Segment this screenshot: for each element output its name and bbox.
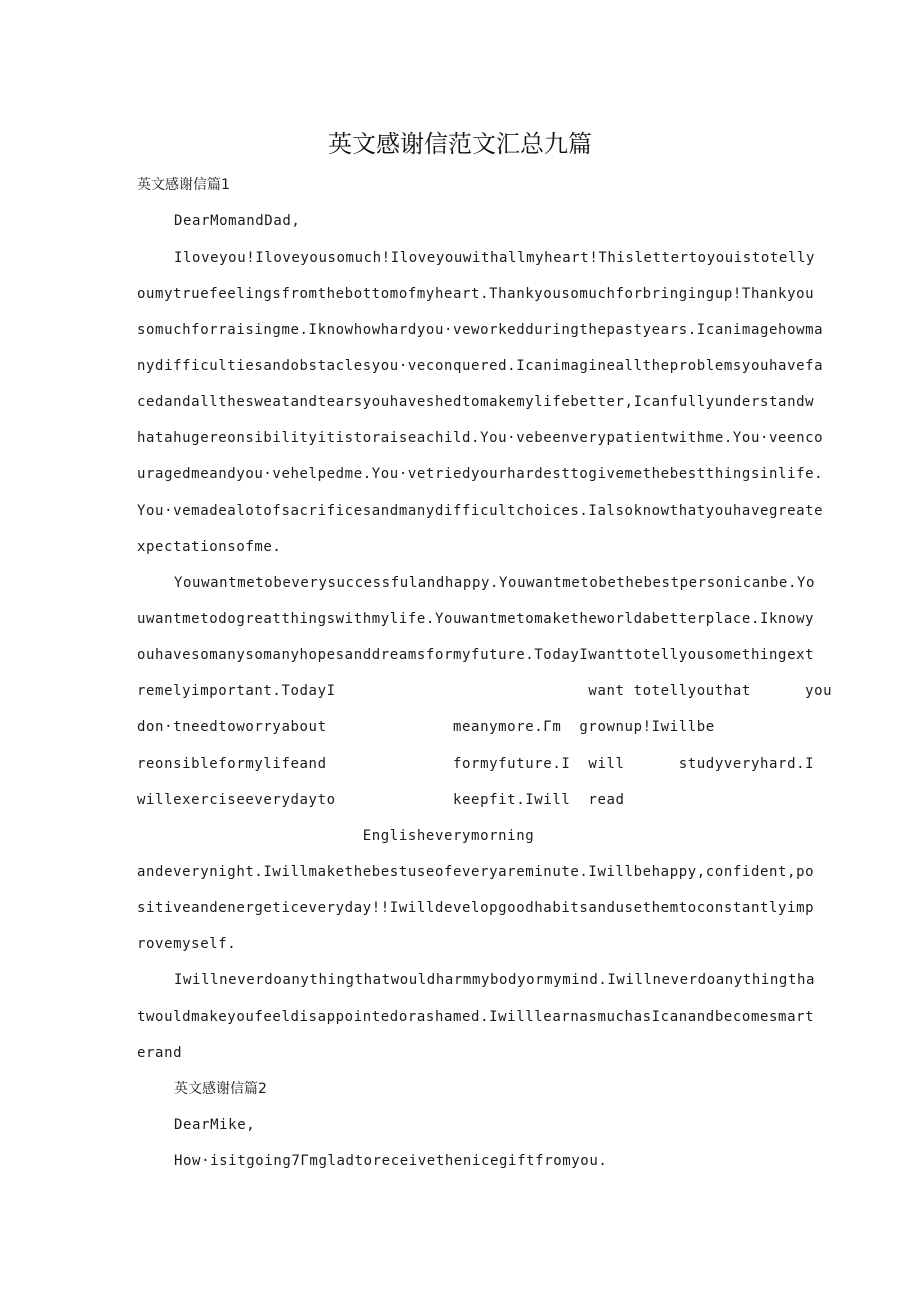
salutation-1: DearMomandDad, [174,213,301,229]
para4-line: How·isitgoing7Γmgladtoreceivethenicegiftfromyou. [174,1153,608,1169]
para2-line: willexerciseeverydayto keepfit.Iwill read [137,792,625,808]
para2-line: uwantmetodogreatthingswithmylife.Youwantmetomaketheworldabetterplace.Iknowy [137,611,815,627]
para1-line: You·vemadealotofsacrificesandmanydifficultchoices.Ialsoknowthatyouhavegreate [137,503,824,519]
document-title: 英文感谢信范文汇总九篇 [328,130,592,158]
para1-line: oumytruefeelingsfromthebottomofmyheart.Thankyousomuchforbringingup!Thankyou [137,286,815,302]
para2-line: Englisheverymorning [137,828,535,844]
para1-line: somuchforraisingme.Iknowhowhardyou·veworkedduringthepastyears.Icanimagehowma [137,322,824,338]
para3-line: twouldmakeyoufeeldisappointedorashamed.IwilllearnasmuchasIcanandbecomesmart [137,1009,815,1025]
section-heading-2: 英文感谢信篇2 [174,1081,267,1097]
para2-line: remelyimportant.TodayI want totellyouthat you [137,683,833,699]
para1-line: nydifficultiesandobstaclesyou·veconquered.Icanimaginealltheproblemsyouhavefa [137,358,824,374]
para2-line: sitiveandenergeticeveryday!!Iwilldevelopgoodhabitsandusethemtoconstantlyimp [137,900,815,916]
para1-line: uragedmeandyou·vehelpedme.You·vetriedyourhardesttogivemethebestthingsinlife. [137,466,824,482]
para1-line: cedandallthesweatandtearsyouhaveshedtomakemylifebetter,Icanfullyunderstandw [137,394,815,410]
para2-line: reonsibleformylifeand formyfuture.I will studyveryhard.I [137,756,815,772]
para3-line: Iwillneverdoanythingthatwouldharmmybodyormymind.Iwillneverdoanythingtha [174,972,816,988]
para1-line: xpectationsofme. [137,539,282,555]
para2-line: don·tneedtoworryabout meanymore.Γm grownup!Iwillbe [137,719,715,735]
para1-line: hatahugereonsibilityitistoraiseachild.You·vebeenverypatientwithme.You·veenco [137,430,824,446]
para2-line: ouhavesomanysomanyhopesanddreamsformyfuture.TodayIwanttotellyousomethingext [137,647,815,663]
salutation-2: DearMike, [174,1117,256,1133]
para2-line: andeverynight.Iwillmakethebestuseofeveryareminute.Iwillbehappy,confident,po [137,864,815,880]
section-heading-1: 英文感谢信篇1 [137,177,230,193]
para1-line: Iloveyou!Iloveyousomuch!Iloveyouwithallmyheart!Thislettertoyouistotelly [174,250,816,266]
para2-line: Youwantmetobeverysuccessfulandhappy.Youwantmetobethebestpersonicanbe.Yo [174,575,816,591]
para2-line: rovemyself. [137,936,237,952]
para3-line: erand [137,1045,183,1061]
